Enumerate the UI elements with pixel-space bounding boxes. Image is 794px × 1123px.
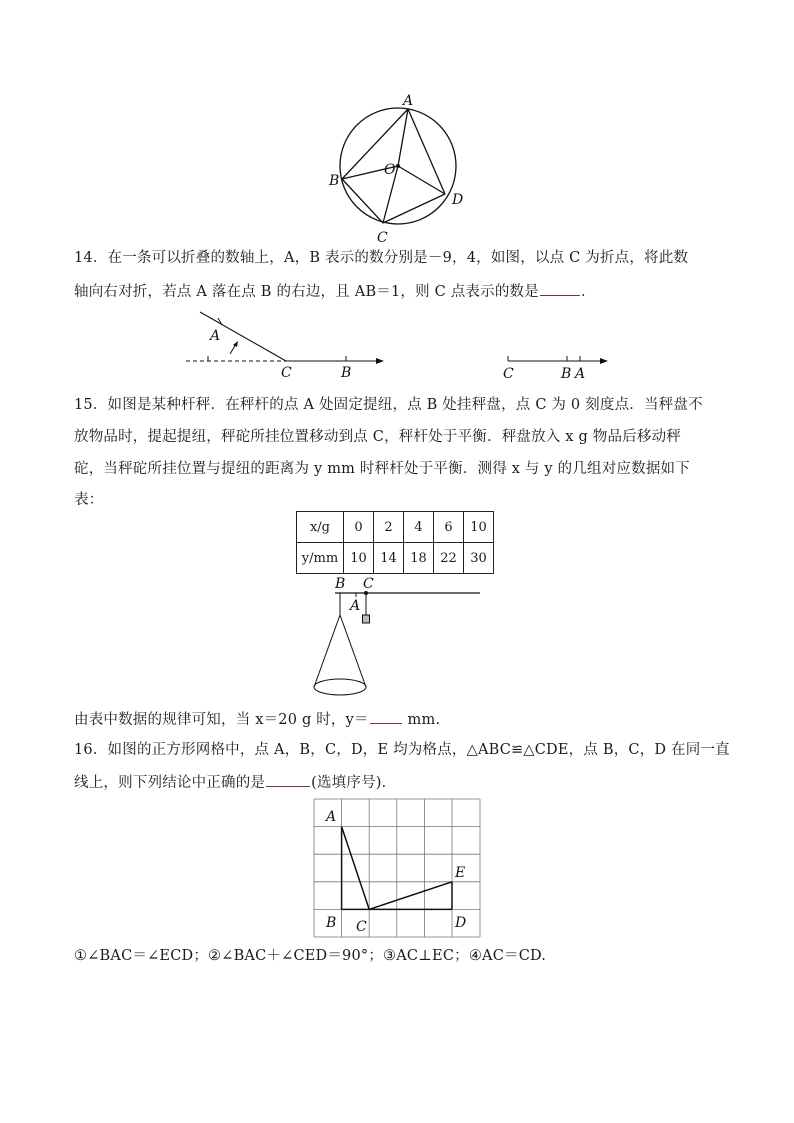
circle-figure xyxy=(320,90,480,245)
q15-line-2: 放物品时，提起提纽，秤砣所挂位置移动到点 C，秤杆处于平衡．秤盘放入 x g 物品后移动秤 xyxy=(74,429,681,445)
label-d: D xyxy=(452,192,464,208)
q15-line-1: 15．如图是某种杆秤．在秤杆的点 A 处固定提纽，点 B 处挂秤盘，点 C 为 0 刻度点．当秤盘不 xyxy=(74,397,703,413)
cone-left xyxy=(314,615,340,687)
fold-arrow-head-icon xyxy=(233,341,238,347)
q16-line-2-end: (选填序号)． xyxy=(311,775,397,791)
label-a-grid: A xyxy=(326,809,337,825)
pan-ellipse xyxy=(314,679,366,695)
q14-line-1: 14．在一条可以折叠的数轴上，A，B 表示的数分别是－9，4，如图，以点 C 为折点，将此数 xyxy=(74,250,689,266)
weight-block xyxy=(363,615,370,623)
x-header-cell: x/g xyxy=(297,512,344,543)
q15-answer-unit: mm. xyxy=(402,712,441,728)
label-a-right: A xyxy=(575,366,586,382)
q14-line-2 xyxy=(74,280,724,302)
center-point xyxy=(396,164,400,168)
label-b-steelyard: B xyxy=(335,576,346,592)
q15-line-3: 砣，当秤砣所挂位置与提纽的距离为 y mm 时秤杆处于平衡．测得 x 与 y 的几组对应数据如下 xyxy=(74,461,690,477)
q16-line-2-text: 线上，则下列结论中正确的是 xyxy=(74,775,266,791)
y-cell: 10 xyxy=(344,543,374,574)
q14-line-2-text: 轴向右对折，若点 A 落在点 B 的右边，且 AB＝1，则 C 点表示的数是 xyxy=(74,284,539,300)
segment-ce-grid xyxy=(369,882,452,910)
y-cell: 22 xyxy=(434,543,464,574)
unfolded-number-line-figure xyxy=(498,345,613,385)
x-cell: 4 xyxy=(404,512,434,543)
q16-options: ①∠BAC＝∠ECD；②∠BAC＋∠CED＝90°；③AC⊥EC；④AC＝CD. xyxy=(74,948,547,964)
segment-ad xyxy=(408,109,445,194)
q15-answer-blank[interactable] xyxy=(370,708,402,724)
q16-answer-blank[interactable] xyxy=(266,771,310,787)
grid-figure xyxy=(310,795,485,940)
label-b-right: B xyxy=(561,366,572,382)
label-c-left: C xyxy=(281,365,292,381)
label-o: O xyxy=(384,162,396,178)
x-cell: 0 xyxy=(344,512,374,543)
label-c-steelyard: C xyxy=(363,576,374,592)
label-e-grid: E xyxy=(455,865,466,881)
label-b-left: B xyxy=(341,365,352,381)
segment-bc xyxy=(342,179,383,223)
q16-line-1: 16．如图的正方形网格中，点 A，B，C，D，E 均为格点，△ABC≌△CDE，点 B，C，D 在同一直 xyxy=(74,742,730,758)
q14-answer-blank[interactable] xyxy=(540,280,580,296)
xy-data-table xyxy=(296,511,494,574)
y-cell: 14 xyxy=(374,543,404,574)
q16-line-2 xyxy=(74,771,724,793)
q15-answer-text: 由表中数据的规律可知，当 x＝20 g 时，y＝ xyxy=(74,712,369,728)
axis-arrow-icon xyxy=(376,358,384,364)
folded-number-line-figure xyxy=(180,308,390,383)
x-cell: 10 xyxy=(464,512,494,543)
segment-cd xyxy=(383,194,445,223)
segment-ac-grid xyxy=(342,827,370,910)
y-cell: 30 xyxy=(464,543,494,574)
label-d-grid: D xyxy=(455,915,467,931)
label-b-grid: B xyxy=(326,915,337,931)
x-cell: 6 xyxy=(434,512,464,543)
table-row-y xyxy=(297,543,494,574)
q14-line-2-end: ． xyxy=(580,284,596,300)
label-c-right: C xyxy=(503,366,514,382)
q15-line-4: 表： xyxy=(74,492,104,508)
q15-answer-line xyxy=(74,708,724,730)
table-row-x xyxy=(297,512,494,543)
x-cell: 2 xyxy=(374,512,404,543)
label-a-folded: A xyxy=(210,328,221,344)
y-header-cell: y/mm xyxy=(297,543,344,574)
label-b: B xyxy=(329,173,340,189)
label-c-grid: C xyxy=(356,919,367,935)
segment-od xyxy=(398,166,445,194)
cone-right xyxy=(340,615,366,687)
steelyard-figure xyxy=(300,575,490,705)
label-a: A xyxy=(403,93,414,109)
label-c: C xyxy=(377,230,388,245)
label-a-steelyard: A xyxy=(350,598,361,614)
y-cell: 18 xyxy=(404,543,434,574)
segment-ab xyxy=(342,109,408,179)
axis-arrow-right-icon xyxy=(600,358,608,364)
